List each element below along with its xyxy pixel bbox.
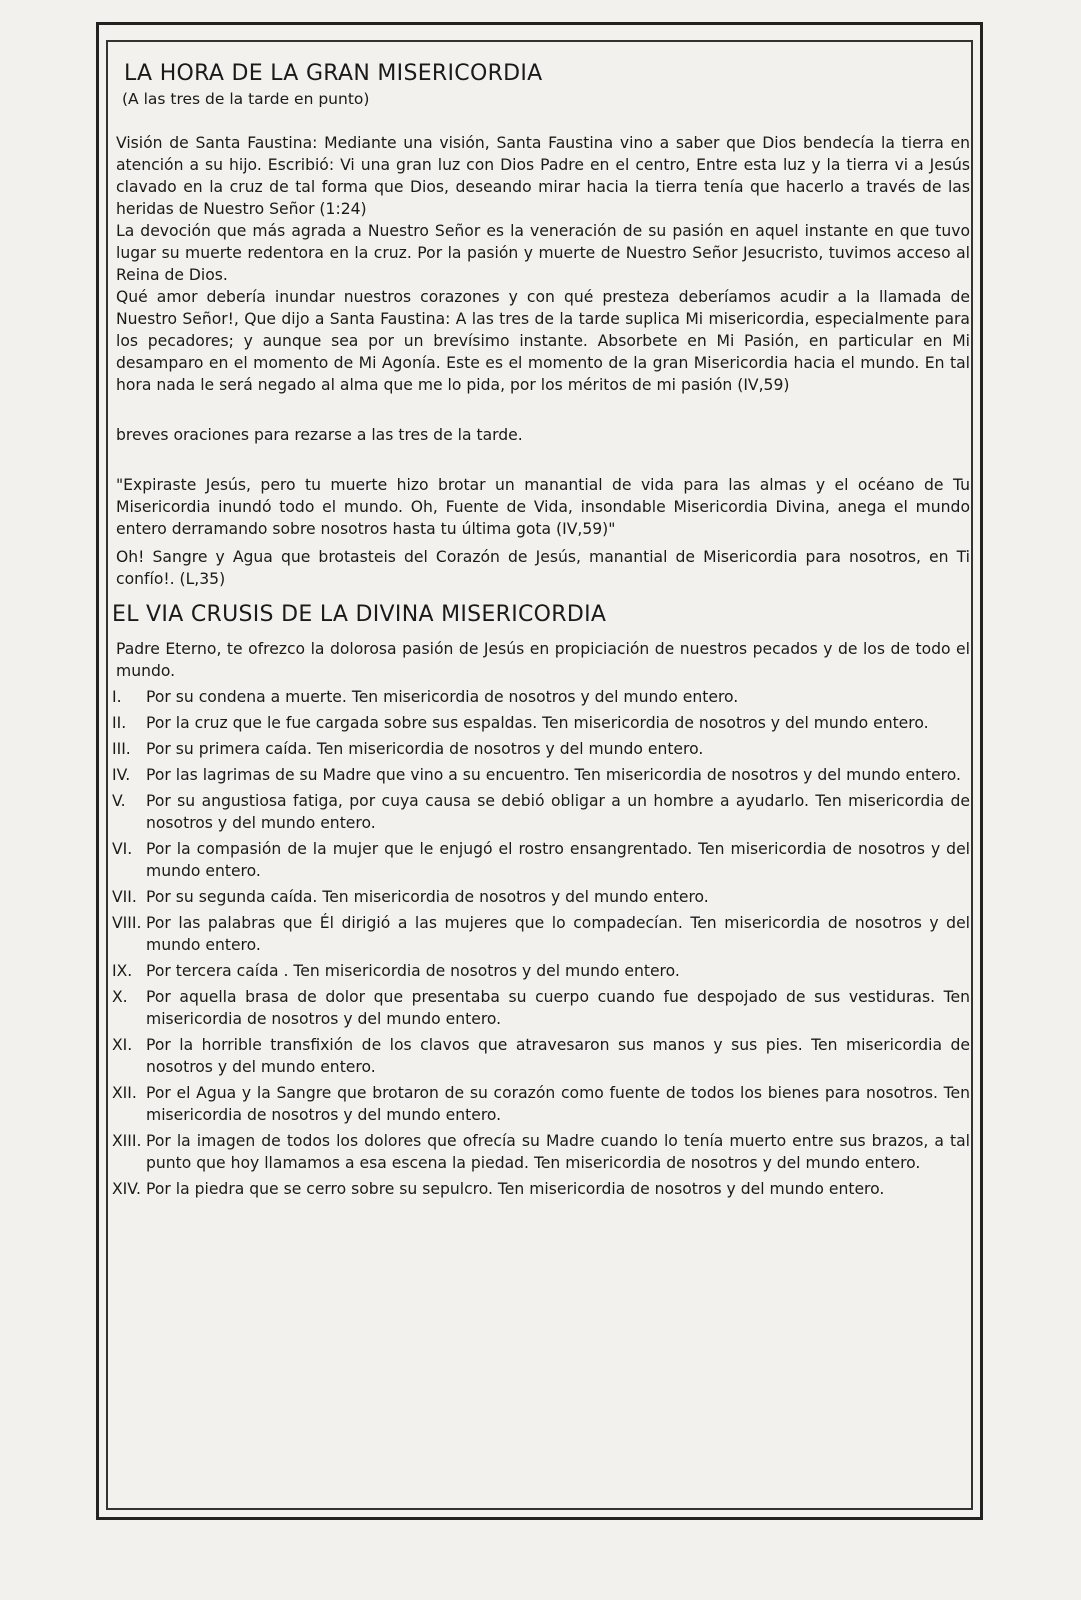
- station-number: V.: [112, 792, 126, 810]
- station-item: [112, 1082, 970, 1126]
- station-number: XIII.: [112, 1132, 142, 1150]
- station-text: Por tercera caída . Ten misericordia de nosotros y del mundo entero.: [146, 962, 680, 980]
- station-number: X.: [112, 988, 128, 1006]
- document-body: [112, 60, 970, 1204]
- station-item: [112, 960, 970, 982]
- station-number: XI.: [112, 1036, 133, 1054]
- station-item: [112, 738, 970, 760]
- prayers-intro: breves oraciones para rezarse a las tres de la tarde.: [116, 426, 523, 444]
- station-item: [112, 1178, 970, 1200]
- station-item: [112, 790, 970, 834]
- station-item: [112, 1130, 970, 1174]
- station-number: IV.: [112, 766, 131, 784]
- station-text: Por la imagen de todos los dolores que ofrecía su Madre cuando lo tenía muerto entre sus brazos, a tal punto que hoy llamamos a esa escena la piedad. Ten misericordia de nosotros y del mundo entero.: [146, 1132, 970, 1172]
- station-text: Por la piedra que se cerro sobre su sepulcro. Ten misericordia de nosotros y del mundo entero.: [146, 1180, 885, 1198]
- station-number: III.: [112, 740, 131, 758]
- paragraph-devocion: La devoción que más agrada a Nuestro Señor es la veneración de su pasión en aquel instante en que tuvo lugar su muerte redentora en la cruz. Por la pasión y muerte de Nuestro Señor Jesucristo, tuvimos acceso al Reina de Dios.: [116, 222, 970, 284]
- station-text: Por las palabras que Él dirigió a las mujeres que lo compadecían. Ten misericordia de nosotros y del mundo entero.: [146, 914, 970, 954]
- station-text: Por su primera caída. Ten misericordia de nosotros y del mundo entero.: [146, 740, 704, 758]
- station-number: IX.: [112, 962, 133, 980]
- station-item: [112, 1034, 970, 1078]
- station-item: [112, 838, 970, 882]
- station-item: [112, 986, 970, 1030]
- station-number: XII.: [112, 1084, 137, 1102]
- via-crusis-intro: Padre Eterno, te ofrezco la dolorosa pasión de Jesús en propiciación de nuestros pecados y de los de todo el mundo.: [116, 640, 970, 680]
- station-text: Por el Agua y la Sangre que brotaron de su corazón como fuente de todos los bienes para nosotros. Ten misericordia de nosotros y del mundo entero.: [146, 1084, 970, 1124]
- station-text: Por la compasión de la mujer que le enjugó el rostro ensangrentado. Ten misericordia de nosotros y del mundo entero.: [146, 840, 970, 880]
- station-number: VII.: [112, 888, 137, 906]
- station-item: [112, 712, 970, 734]
- station-item: [112, 764, 970, 786]
- station-number: I.: [112, 688, 122, 706]
- station-number: VI.: [112, 840, 133, 858]
- paragraph-amor: Qué amor debería inundar nuestros corazones y con qué presteza deberíamos acudir a la llamada de Nuestro Señor!, Que dijo a Santa Faustina: A las tres de la tarde suplica Mi misericordia, especialmente para los pecadores; y aunque sea por un brevísimo instante. Absorbete en Mi Pasión, en particular en Mi desamparo en el momento de Mi Agonía. Este es el momento de la gran Misericordia hacia el mundo. En tal hora nada le será negado al alma que me lo pida, por los méritos de mi pasión (IV,59): [116, 288, 970, 394]
- station-number: VIII.: [112, 914, 142, 932]
- station-number: II.: [112, 714, 127, 732]
- station-item: [112, 886, 970, 908]
- paragraph-vision: Visión de Santa Faustina: Mediante una visión, Santa Faustina vino a saber que Dios bendecía la tierra en atención a su hijo. Escribió: Vi una gran luz con Dios Padre en el centro, Entre esta luz y la tierra vi a Jesús clavado en la cruz de tal forma que Dios, deseando mirar hacia la tierra tenía que hacerlo a través de las heridas de Nuestro Señor (1:24): [116, 134, 970, 218]
- section-title-via-crusis: EL VIA CRUSIS DE LA DIVINA MISERICORDIA: [112, 602, 607, 627]
- stations-list: [112, 686, 970, 1200]
- station-text: Por su angustiosa fatiga, por cuya causa se debió obligar a un hombre a ayudarlo. Ten misericordia de nosotros y del mundo entero.: [146, 792, 970, 832]
- prayer-sangre-agua: Oh! Sangre y Agua que brotasteis del Corazón de Jesús, manantial de Misericordia para nosotros, en Ti confío!. (L,35): [116, 548, 970, 588]
- station-text: Por su segunda caída. Ten misericordia de nosotros y del mundo entero.: [146, 888, 709, 906]
- station-item: [112, 912, 970, 956]
- station-text: Por aquella brasa de dolor que presentaba su cuerpo cuando fue despojado de sus vestiduras. Ten misericordia de nosotros y del mundo entero.: [146, 988, 970, 1028]
- station-text: Por su condena a muerte. Ten misericordia de nosotros y del mundo entero.: [146, 688, 739, 706]
- section-subtitle: (A las tres de la tarde en punto): [122, 90, 370, 108]
- station-text: Por la horrible transfixión de los clavos que atravesaron sus manos y sus pies. Ten misericordia de nosotros y del mundo entero.: [146, 1036, 970, 1076]
- section-title-hora: LA HORA DE LA GRAN MISERICORDIA: [124, 61, 543, 86]
- station-item: [112, 686, 970, 708]
- station-number: XIV.: [112, 1180, 141, 1198]
- station-text: Por las lagrimas de su Madre que vino a su encuentro. Ten misericordia de nosotros y del mundo entero.: [146, 766, 961, 784]
- station-text: Por la cruz que le fue cargada sobre sus espaldas. Ten misericordia de nosotros y del mundo entero.: [146, 714, 929, 732]
- prayer-expiraste: "Expiraste Jesús, pero tu muerte hizo brotar un manantial de vida para las almas y el océano de Tu Misericordia inundó todo el mundo. Oh, Fuente de Vida, insondable Misericordia Divina, anega el mundo entero derramando sobre nosotros hasta tu última gota (IV,59)": [116, 476, 970, 538]
